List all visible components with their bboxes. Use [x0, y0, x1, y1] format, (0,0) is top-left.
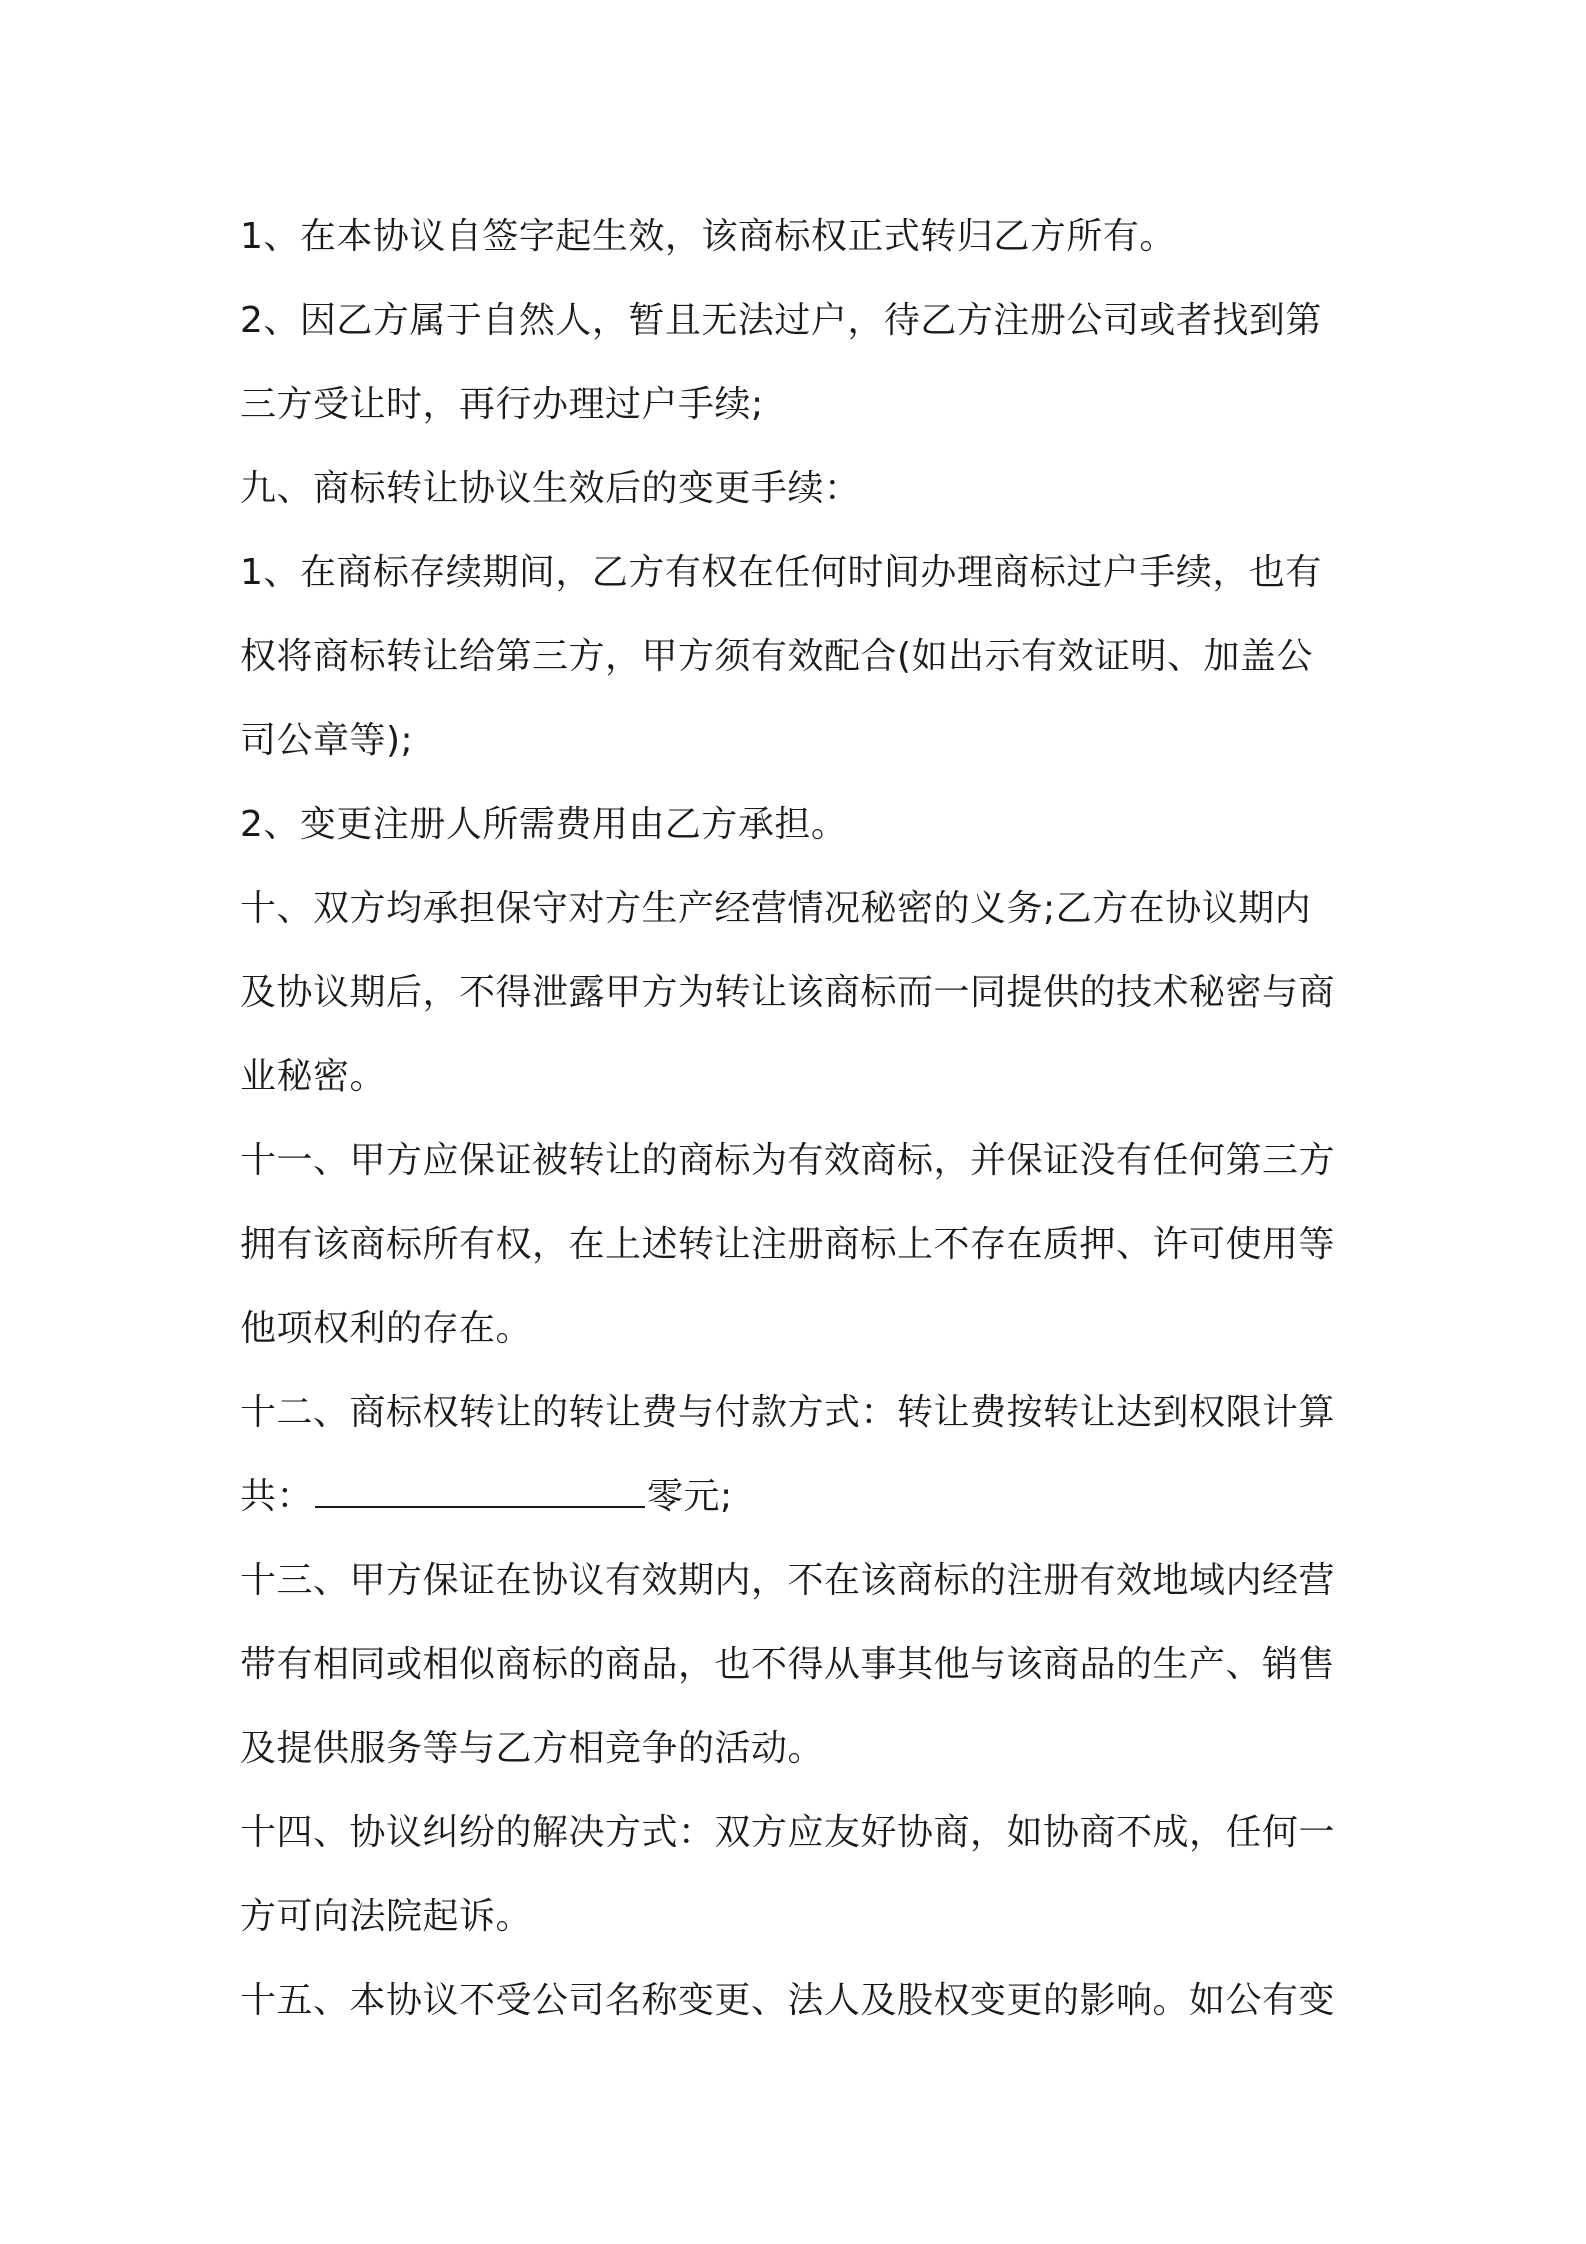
fee-blank: [315, 1476, 645, 1508]
section-11-line: 十一、甲方应保证被转让的商标为有效商标，并保证没有任何第三方: [240, 1140, 1336, 1181]
text-line: 方可向法院起诉。: [240, 1896, 533, 1937]
section-14-line: 十四、协议纠纷的解决方式：双方应友好协商，如协商不成，任何一: [240, 1812, 1336, 1853]
text-line: 1、在本协议自签字起生效，该商标权正式转归乙方所有。: [240, 216, 1176, 257]
text-line: 及协议期后，不得泄露甲方为转让该商标而一同提供的技术秘密与商: [240, 972, 1336, 1013]
section-15-line: 十五、本协议不受公司名称变更、法人及股权变更的影响。如公有变: [240, 1980, 1336, 2021]
text-line: 三方受让时，再行办理过户手续;: [240, 384, 764, 425]
fee-line: [240, 1455, 1360, 1539]
text-line: 1、在商标存续期间，乙方有权在任何时间办理商标过户手续，也有: [240, 552, 1322, 593]
text-line: 他项权利的存在。: [240, 1308, 533, 1349]
text-line: 及提供服务等与乙方相竞争的活动。: [240, 1728, 825, 1769]
text-line: 业秘密。: [240, 1056, 387, 1097]
section-13-line: 十三、甲方保证在协议有效期内，不在该商标的注册有效地域内经营: [240, 1560, 1336, 1601]
section-10-line: 十、双方均承担保守对方生产经营情况秘密的义务;乙方在协议期内: [240, 888, 1312, 929]
section-12-line: 十二、商标权转让的转让费与付款方式：转让费按转让达到权限计算: [240, 1392, 1336, 1433]
text-line: 司公章等);: [240, 720, 414, 761]
fee-prefix: 共：: [240, 1476, 314, 1517]
section-heading-9: 九、商标转让协议生效后的变更手续：: [240, 468, 861, 509]
text-line: 2、变更注册人所需费用由乙方承担。: [240, 804, 848, 845]
text-line: 2、因乙方属于自然人，暂且无法过户，待乙方注册公司或者找到第: [240, 300, 1322, 341]
document-body: [240, 195, 1360, 2043]
fee-suffix: 零元;: [647, 1476, 733, 1517]
text-line: 拥有该商标所有权，在上述转让注册商标上不存在质押、许可使用等: [240, 1224, 1336, 1265]
text-line: 带有相同或相似商标的商品，也不得从事其他与该商品的生产、销售: [240, 1644, 1336, 1685]
text-line: 权将商标转让给第三方，甲方须有效配合(如出示有效证明、加盖公: [240, 636, 1314, 677]
